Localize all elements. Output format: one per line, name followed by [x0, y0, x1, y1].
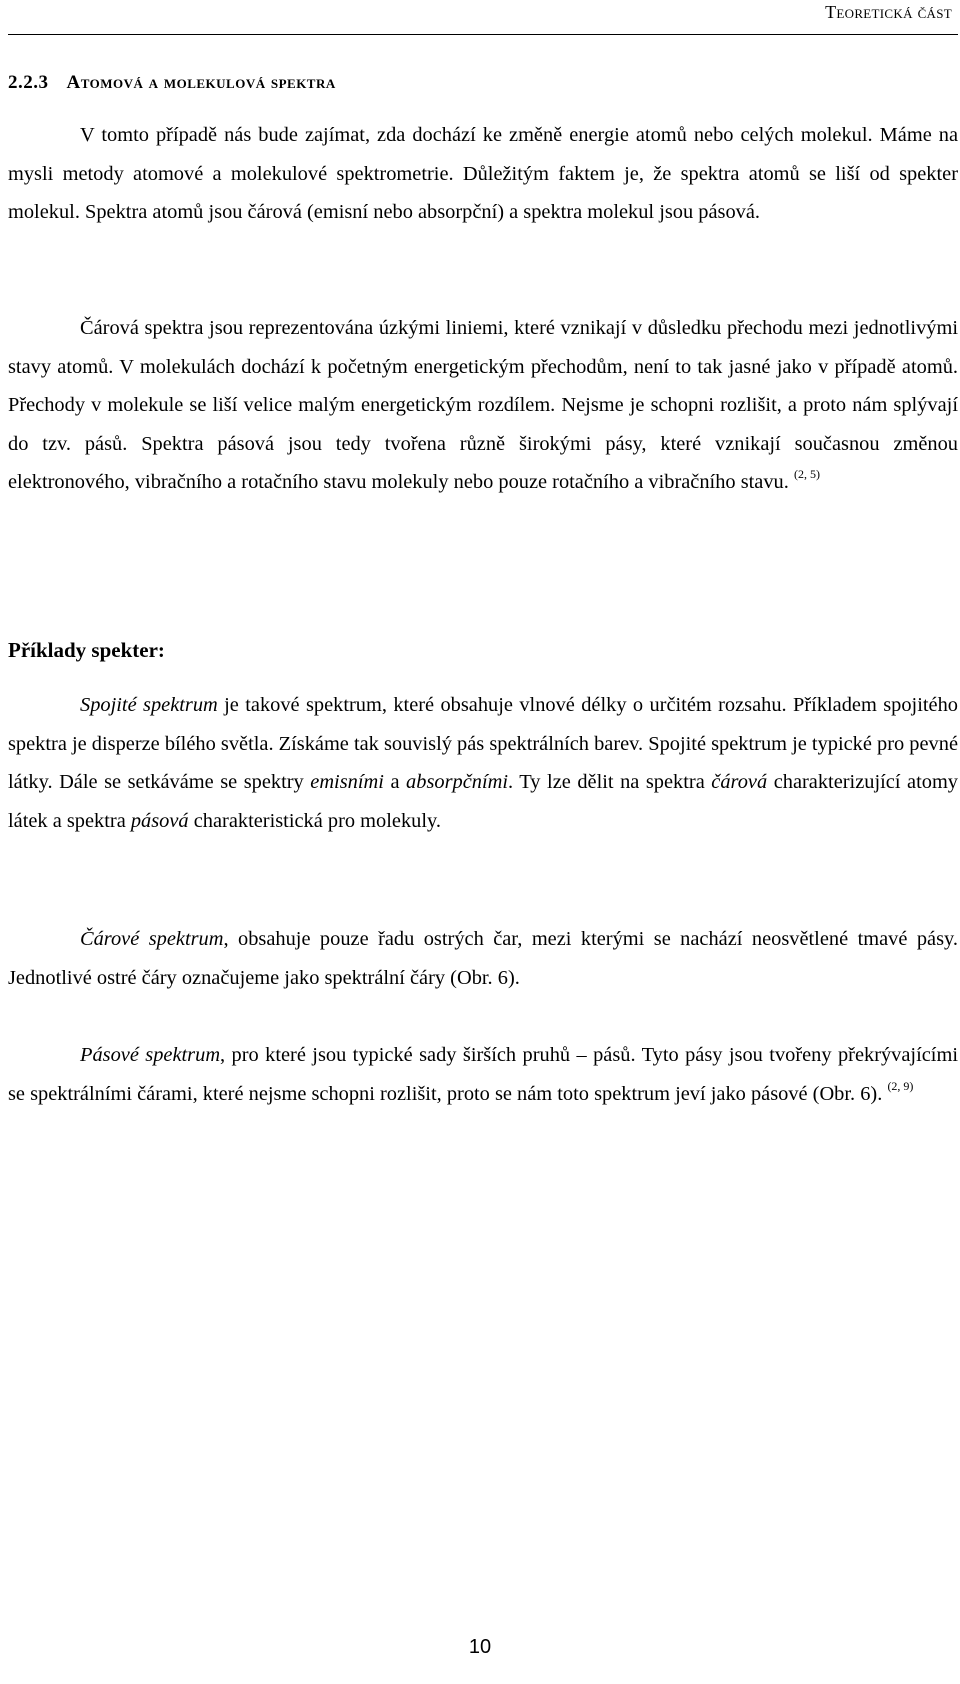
citation-ref: (2, 5) [793, 467, 820, 481]
header-rule [8, 34, 958, 35]
term-line: čárová [711, 771, 768, 793]
paragraph-intro-text: V tomto případě nás bude zajímat, zda dochází ke změně energie atomů nebo celých molekul. Máme na mysli metody atomové a molekulové spektrometrie. Důležitým faktem je, že spektra atomů se liší od spekter molekul. Spektra atomů jsou čárová (emisní nebo absorpční) a spektra molekul jsou pásová. [8, 124, 958, 223]
paragraph-text: , pro které jsou typické sady širších pruhů – pásů. Tyto pásy jsou tvořeny překrývajícími se spektrálními čárami, které nejsme schopni rozlišit, proto se nám toto spektrum jeví jako pásové (Obr. 6). [8, 1044, 958, 1105]
term-band: pásová [130, 809, 189, 832]
paragraph-text: . Ty lze dělit na spektra [508, 771, 712, 793]
page-number: 10 [468, 1636, 492, 1658]
paragraph-line-spectra-text: Čárová spektra jsou reprezentována úzkými liniemi, které vznikají v důsledku přechodu mezi jednotlivými stavy atomů. V molekulách dochází k početným energetickým přechodům, není to tak jasné jako v případě atomů. Přechody v molekule se liší velice malým energetickým rozdílem. Nejsme je schopni rozlišit, a proto nám splývají do tzv. pásů. Spektra pásová jsou tedy tvořena různě širokými pásy, které vznikají současnou změnou elektronového, vibračního a rotačního stavu molekuly nebo pouze rotačního a vibračního stavu. [8, 317, 958, 493]
running-header: Teoretická část [825, 2, 952, 22]
citation-ref: (2, 9) [887, 1078, 914, 1093]
section-heading [8, 72, 336, 94]
term-line-spectrum: Čárové spektrum [80, 928, 224, 950]
paragraph-line-spectra [8, 309, 958, 502]
paragraph-text: je takové spektrum, které obsahuje vlnové délky o určitém rozsahu. Příkladem spojitého spektra je disperze bílého světla. Získáme tak souvislý pás spektrálních barev. Spojité spektrum je typické pro pevné látky. Dále se setkáváme se spektry [8, 694, 958, 793]
term-emission: emisními [310, 771, 384, 793]
paragraph-band-spectrum [8, 1036, 958, 1113]
paragraph-text: charakteristická pro molekuly. [188, 809, 441, 832]
term-absorption: absorpčními [406, 771, 509, 793]
paragraph-text: a [383, 771, 407, 793]
paragraph-line-spectrum [8, 920, 958, 997]
term-band-spectrum: Pásové spektrum [80, 1044, 221, 1066]
paragraph-text: , obsahuje pouze řadu ostrých čar, mezi kterými se nachází neosvětlené tmavé pásy. Jednotlivé ostré čáry označujeme jako spektrální čáry (Obr. 6). [8, 928, 958, 989]
paragraph-continuous-spectrum [8, 686, 958, 840]
section-title: Atomová a molekulová spektra [66, 72, 336, 93]
examples-subheading: Příklady spekter: [8, 638, 165, 662]
section-number: 2.2.3 [8, 72, 49, 93]
term-continuous-spectrum: Spojité spektrum [80, 694, 218, 716]
paragraph-text: charakterizující atomy látek a spektra [8, 771, 958, 832]
paragraph-intro [8, 116, 958, 232]
